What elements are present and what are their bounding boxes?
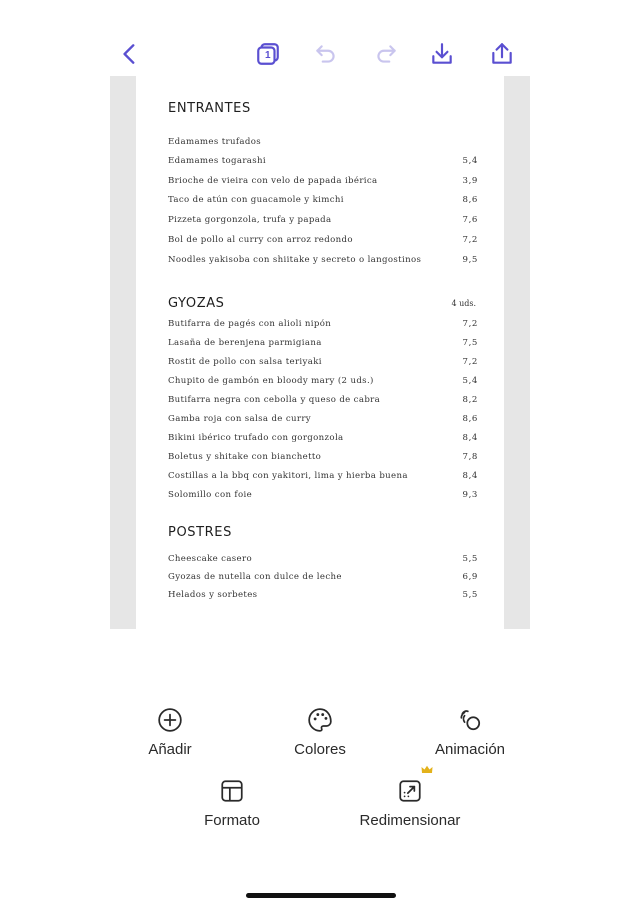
pages-button[interactable] [250,36,286,72]
section-title-entrantes: ENTRANTES [168,101,251,116]
menu-item [168,357,478,371]
item-price: 5,4 [462,376,478,386]
resize-label: Redimensionar [359,812,461,829]
item-name: Rostit de pollo con salsa teriyaki [168,357,322,367]
item-name: Boletus y shitake con bianchetto [168,452,322,462]
item-price: 7,8 [462,452,478,462]
item-price: 5,5 [462,554,478,564]
back-chevron-icon [117,41,143,67]
menu-item [168,414,478,428]
item-price: 8,2 [462,395,478,405]
format-button[interactable] [194,778,270,829]
menu-item [168,235,478,249]
pages-count: 1 [265,50,271,61]
item-price: 9,5 [462,255,478,265]
menu-item [168,376,478,390]
animation-icon [457,707,483,733]
item-name: Bol de pollo al curry con arroz redondo [168,235,353,245]
undo-icon [313,41,339,67]
item-name: Edamames togarashi [168,156,267,166]
menu-item [168,215,478,229]
item-name: Butifarra negra con cebolla y queso de cabra [168,395,381,405]
animation-label: Animación [434,741,506,758]
item-price: 8,6 [462,414,478,424]
redo-icon [373,41,399,67]
menu-page[interactable] [136,76,504,629]
item-price: 5,5 [462,590,478,600]
menu-item [168,452,478,466]
item-price: 7,2 [462,319,478,329]
section-title-postres: POSTRES [168,525,232,540]
item-price: 8,4 [462,433,478,443]
item-price: 7,2 [462,235,478,245]
item-price: 9,3 [462,490,478,500]
item-price: 6,9 [462,572,478,582]
download-icon [429,41,455,67]
colors-button[interactable] [284,707,356,758]
download-button[interactable] [424,36,460,72]
item-name: Bikini ibérico trufado con gorgonzola [168,433,344,443]
layout-icon [219,778,245,804]
menu-item [168,572,478,586]
item-name: Solomillo con foie [168,490,253,500]
item-name: Cheescake casero [168,554,252,564]
palette-icon [307,707,333,733]
undo-button[interactable] [308,36,344,72]
item-name: Pizzeta gorgonzola, trufa y papada [168,215,332,225]
section-note-gyozas: 4 uds. [451,299,476,308]
back-button[interactable] [112,36,148,72]
menu-item [168,156,478,170]
item-name: Chupito de gambón en bloody mary (2 uds.) [168,376,374,386]
item-price: 7,5 [462,338,478,348]
item-name: Butifarra de pagés con alioli nipón [168,319,332,329]
menu-item [168,554,478,568]
item-name: Costillas a la bbq con yakitori, lima y hierba buena [168,471,408,481]
resize-icon [397,778,423,804]
menu-item [168,195,478,209]
item-name: Helados y sorbetes [168,590,258,600]
item-name: Gamba roja con salsa de curry [168,414,311,424]
top-toolbar [0,30,640,78]
menu-item [168,137,478,151]
format-label: Formato [204,812,260,829]
item-name: Brioche de vieira con velo de papada ibérica [168,176,378,186]
item-name: Edamames trufados [168,137,261,147]
colors-label: Colores [294,741,346,758]
add-button[interactable] [134,707,206,758]
menu-item [168,490,478,504]
menu-item [168,471,478,485]
item-price: 7,6 [462,215,478,225]
menu-item [168,319,478,333]
item-name: Gyozas de nutella con dulce de leche [168,572,342,582]
plus-circle-icon [157,707,183,733]
add-label: Añadir [148,741,192,758]
item-price: 5,4 [462,156,478,166]
item-price: 7,2 [462,357,478,367]
share-icon [489,41,515,67]
resize-button[interactable] [352,778,468,829]
menu-item [168,338,478,352]
menu-item [168,255,478,269]
section-title-gyozas: GYOZAS [168,296,225,311]
menu-item [168,590,478,604]
item-price: 3,9 [462,176,478,186]
crown-icon [421,765,433,775]
item-price: 8,4 [462,471,478,481]
item-name: Lasaña de berenjena parmigiana [168,338,322,348]
share-button[interactable] [484,36,520,72]
item-name: Noodles yakisoba con shiitake y secreto o langostinos [168,255,422,265]
animation-button[interactable] [420,707,520,758]
menu-item [168,395,478,409]
home-indicator[interactable] [246,893,396,898]
menu-item [168,176,478,190]
item-name: Taco de atún con guacamole y kimchi [168,195,344,205]
menu-item [168,433,478,447]
design-canvas[interactable] [110,76,530,629]
item-price: 8,6 [462,195,478,205]
redo-button[interactable] [368,36,404,72]
